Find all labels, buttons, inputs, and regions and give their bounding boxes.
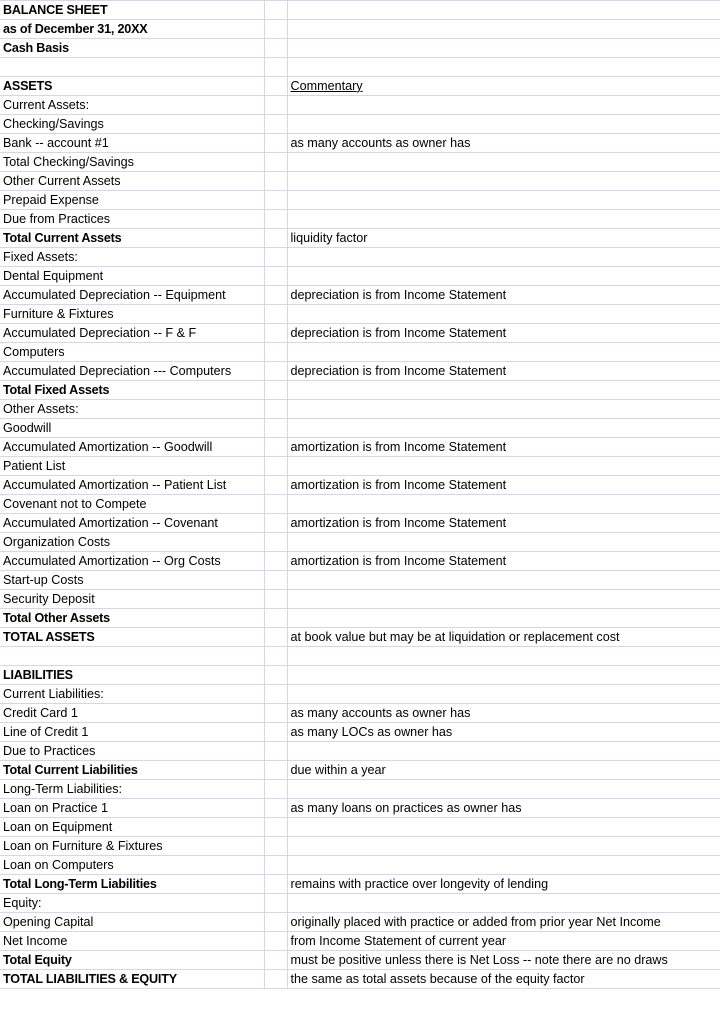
row-label-cell[interactable]: Patient List (0, 456, 264, 475)
sheet-row (0, 760, 720, 779)
commentary-cell[interactable] (287, 114, 720, 133)
sheet-row (0, 190, 720, 209)
spacer-cell[interactable] (264, 171, 287, 190)
spacer-cell[interactable] (264, 475, 287, 494)
sheet-row (0, 950, 720, 969)
sheet-row (0, 627, 720, 646)
spacer-cell[interactable] (264, 931, 287, 950)
row-label-cell[interactable]: Current Liabilities: (0, 684, 264, 703)
row-label-cell[interactable]: Accumulated Depreciation -- Equipment (0, 285, 264, 304)
sheet-row (0, 437, 720, 456)
row-label-cell[interactable]: Computers (0, 342, 264, 361)
commentary-cell[interactable] (287, 342, 720, 361)
spacer-cell[interactable] (264, 874, 287, 893)
commentary-cell[interactable] (287, 703, 720, 722)
sheet-row (0, 513, 720, 532)
sheet-row (0, 171, 720, 190)
sheet-row (0, 95, 720, 114)
spacer-cell[interactable] (264, 741, 287, 760)
spacer-cell[interactable] (264, 437, 287, 456)
commentary-cell[interactable] (287, 209, 720, 228)
commentary-cell[interactable] (287, 475, 720, 494)
sheet-grid-body (0, 1, 720, 989)
sheet-row (0, 779, 720, 798)
row-label-cell[interactable]: Accumulated Depreciation --- Computers (0, 361, 264, 380)
sheet-row (0, 399, 720, 418)
spacer-cell[interactable] (264, 665, 287, 684)
sheet-row (0, 380, 720, 399)
commentary-text: as many loans on practices as owner has (290, 800, 522, 815)
commentary-cell[interactable] (287, 456, 720, 475)
spacer-cell[interactable] (264, 152, 287, 171)
commentary-cell[interactable] (287, 969, 720, 988)
commentary-cell[interactable] (287, 836, 720, 855)
row-label-cell[interactable]: Total Current Liabilities (0, 760, 264, 779)
sheet-row (0, 209, 720, 228)
sheet-row (0, 703, 720, 722)
commentary-text: the same as total assets because of the equity factor (290, 971, 585, 986)
row-label-cell[interactable]: Checking/Savings (0, 114, 264, 133)
row-label-cell[interactable]: Loan on Equipment (0, 817, 264, 836)
spacer-cell[interactable] (264, 323, 287, 342)
commentary-text: depreciation is from Income Statement (290, 363, 507, 378)
sheet-row (0, 1, 720, 20)
commentary-cell[interactable] (287, 1, 720, 20)
row-label-cell[interactable]: Furniture & Fixtures (0, 304, 264, 323)
commentary-cell[interactable] (287, 589, 720, 608)
spacer-cell[interactable] (264, 627, 287, 646)
sheet-row (0, 532, 720, 551)
commentary-cell[interactable] (287, 931, 720, 950)
spacer-cell[interactable] (264, 722, 287, 741)
commentary-text: amortization is from Income Statement (290, 553, 507, 568)
row-label-cell[interactable]: Accumulated Amortization -- Covenant (0, 513, 264, 532)
spacer-cell[interactable] (264, 684, 287, 703)
spacer-cell[interactable] (264, 95, 287, 114)
spacer-cell[interactable] (264, 817, 287, 836)
row-label-cell[interactable]: Dental Equipment (0, 266, 264, 285)
commentary-cell[interactable] (287, 304, 720, 323)
sheet-row (0, 418, 720, 437)
commentary-cell[interactable] (287, 779, 720, 798)
commentary-text: amortization is from Income Statement (290, 515, 507, 530)
commentary-cell[interactable] (287, 513, 720, 532)
commentary-cell[interactable] (287, 95, 720, 114)
commentary-cell[interactable] (287, 171, 720, 190)
sheet-row (0, 722, 720, 741)
commentary-text: as many accounts as owner has (290, 135, 471, 150)
sheet-row (0, 969, 720, 988)
sheet-row (0, 304, 720, 323)
sheet-row (0, 20, 720, 39)
sheet-row (0, 741, 720, 760)
sheet-row (0, 855, 720, 874)
row-label-cell[interactable]: Opening Capital (0, 912, 264, 931)
row-label-cell[interactable]: Equity: (0, 893, 264, 912)
commentary-text: from Income Statement of current year (290, 933, 507, 948)
row-label-cell[interactable]: Total Checking/Savings (0, 152, 264, 171)
spacer-cell[interactable] (264, 760, 287, 779)
spacer-cell[interactable] (264, 304, 287, 323)
commentary-cell[interactable] (287, 285, 720, 304)
row-label-cell[interactable]: Long-Term Liabilities: (0, 779, 264, 798)
row-label-cell[interactable]: Covenant not to Compete (0, 494, 264, 513)
row-label-cell[interactable]: Goodwill (0, 418, 264, 437)
commentary-cell[interactable] (287, 323, 720, 342)
commentary-text: as many LOCs as owner has (290, 724, 453, 739)
row-label-cell[interactable]: Accumulated Amortization -- Patient List (0, 475, 264, 494)
row-label-cell[interactable]: Due to Practices (0, 741, 264, 760)
row-label-cell[interactable]: Other Current Assets (0, 171, 264, 190)
spacer-cell[interactable] (264, 399, 287, 418)
row-label-cell[interactable]: TOTAL ASSETS (0, 627, 264, 646)
spacer-cell[interactable] (264, 570, 287, 589)
spacer-cell[interactable] (264, 608, 287, 627)
commentary-cell[interactable] (287, 20, 720, 39)
commentary-cell[interactable] (287, 665, 720, 684)
row-label-cell[interactable]: Total Current Assets (0, 228, 264, 247)
row-label-cell[interactable]: Current Assets: (0, 95, 264, 114)
sheet-row (0, 475, 720, 494)
commentary-cell[interactable] (287, 912, 720, 931)
commentary-cell[interactable] (287, 247, 720, 266)
sheet-row (0, 361, 720, 380)
row-label-cell[interactable] (0, 58, 264, 77)
sheet-row (0, 456, 720, 475)
sheet-row (0, 931, 720, 950)
spacer-cell[interactable] (264, 969, 287, 988)
spacer-cell[interactable] (264, 58, 287, 77)
commentary-text: must be positive unless there is Net Loss -- note there are no draws (290, 952, 668, 967)
spacer-cell[interactable] (264, 950, 287, 969)
sheet-row (0, 228, 720, 247)
sheet-row (0, 342, 720, 361)
sheet-row (0, 608, 720, 627)
sheet-row (0, 912, 720, 931)
row-label-cell[interactable]: Organization Costs (0, 532, 264, 551)
row-label-cell[interactable]: Prepaid Expense (0, 190, 264, 209)
row-label-cell[interactable]: Total Long-Term Liabilities (0, 874, 264, 893)
sheet-row (0, 247, 720, 266)
sheet-row (0, 114, 720, 133)
spacer-cell[interactable] (264, 114, 287, 133)
row-label-cell[interactable]: Loan on Furniture & Fixtures (0, 836, 264, 855)
commentary-text: liquidity factor (290, 230, 368, 245)
spacer-cell[interactable] (264, 133, 287, 152)
sheet-row (0, 589, 720, 608)
spacer-cell[interactable] (264, 893, 287, 912)
spacer-cell[interactable] (264, 779, 287, 798)
commentary-text: at book value but may be at liquidation or replacement cost (290, 629, 620, 644)
commentary-cell[interactable] (287, 817, 720, 836)
commentary-cell[interactable] (287, 152, 720, 171)
row-label-cell[interactable]: Accumulated Amortization -- Org Costs (0, 551, 264, 570)
sheet-row (0, 817, 720, 836)
row-label-cell[interactable]: Accumulated Depreciation -- F & F (0, 323, 264, 342)
row-label-cell[interactable]: Total Equity (0, 950, 264, 969)
spacer-cell[interactable] (264, 836, 287, 855)
sheet-row (0, 285, 720, 304)
commentary-cell[interactable] (287, 874, 720, 893)
commentary-text: depreciation is from Income Statement (290, 325, 507, 340)
spacer-cell[interactable] (264, 361, 287, 380)
spacer-cell[interactable] (264, 418, 287, 437)
commentary-cell[interactable] (287, 684, 720, 703)
spacer-cell[interactable] (264, 1, 287, 20)
row-label-cell[interactable] (0, 646, 264, 665)
commentary-text: Commentary (290, 78, 363, 93)
sheet-row (0, 494, 720, 513)
commentary-cell[interactable] (287, 760, 720, 779)
commentary-text: originally placed with practice or added from prior year Net Income (290, 914, 661, 929)
sheet-row (0, 551, 720, 570)
commentary-cell[interactable] (287, 190, 720, 209)
sheet-row (0, 39, 720, 58)
row-label-cell[interactable]: BALANCE SHEET (0, 1, 264, 20)
sheet-row (0, 893, 720, 912)
commentary-text: due within a year (290, 762, 386, 777)
row-label-cell[interactable]: Line of Credit 1 (0, 722, 264, 741)
spacer-cell[interactable] (264, 703, 287, 722)
row-label-cell[interactable]: Start-up Costs (0, 570, 264, 589)
commentary-text: amortization is from Income Statement (290, 439, 507, 454)
spacer-cell[interactable] (264, 513, 287, 532)
commentary-text: remains with practice over longevity of lending (290, 876, 549, 891)
sheet-row (0, 665, 720, 684)
row-label-cell[interactable]: Net Income (0, 931, 264, 950)
row-label-cell[interactable]: Security Deposit (0, 589, 264, 608)
commentary-cell[interactable] (287, 228, 720, 247)
sheet-row (0, 76, 720, 95)
sheet-row (0, 323, 720, 342)
commentary-cell[interactable] (287, 646, 720, 665)
row-label-cell[interactable]: Loan on Practice 1 (0, 798, 264, 817)
row-label-cell[interactable]: LIABILITIES (0, 665, 264, 684)
sheet-row (0, 836, 720, 855)
spacer-cell[interactable] (264, 342, 287, 361)
sheet-row (0, 152, 720, 171)
spacer-cell[interactable] (264, 209, 287, 228)
sheet-row (0, 266, 720, 285)
row-label-cell[interactable]: Bank -- account #1 (0, 133, 264, 152)
commentary-cell[interactable] (287, 608, 720, 627)
commentary-cell[interactable] (287, 437, 720, 456)
row-label-cell[interactable]: Total Other Assets (0, 608, 264, 627)
row-label-cell[interactable]: Credit Card 1 (0, 703, 264, 722)
commentary-cell[interactable] (287, 76, 720, 95)
spacer-cell[interactable] (264, 285, 287, 304)
commentary-cell[interactable] (287, 855, 720, 874)
row-label-cell[interactable]: Fixed Assets: (0, 247, 264, 266)
sheet-row (0, 570, 720, 589)
commentary-cell[interactable] (287, 722, 720, 741)
row-label-cell[interactable]: as of December 31, 20XX (0, 20, 264, 39)
row-label-cell[interactable]: Cash Basis (0, 39, 264, 58)
spacer-cell[interactable] (264, 456, 287, 475)
spacer-cell[interactable] (264, 190, 287, 209)
row-label-cell[interactable]: Loan on Computers (0, 855, 264, 874)
row-label-cell[interactable]: Accumulated Amortization -- Goodwill (0, 437, 264, 456)
spacer-cell[interactable] (264, 76, 287, 95)
commentary-cell[interactable] (287, 380, 720, 399)
row-label-cell[interactable]: TOTAL LIABILITIES & EQUITY (0, 969, 264, 988)
commentary-cell[interactable] (287, 741, 720, 760)
sheet-row (0, 133, 720, 152)
commentary-cell[interactable] (287, 950, 720, 969)
spacer-cell[interactable] (264, 912, 287, 931)
row-label-cell[interactable]: ASSETS (0, 76, 264, 95)
commentary-cell[interactable] (287, 58, 720, 77)
row-label-cell[interactable]: Due from Practices (0, 209, 264, 228)
sheet-row (0, 58, 720, 77)
sheet-row (0, 684, 720, 703)
spacer-cell[interactable] (264, 380, 287, 399)
commentary-cell[interactable] (287, 551, 720, 570)
commentary-cell[interactable] (287, 418, 720, 437)
spacer-cell[interactable] (264, 551, 287, 570)
commentary-text: as many accounts as owner has (290, 705, 471, 720)
spacer-cell[interactable] (264, 855, 287, 874)
spacer-cell[interactable] (264, 247, 287, 266)
commentary-cell[interactable] (287, 39, 720, 58)
commentary-cell[interactable] (287, 494, 720, 513)
commentary-cell[interactable] (287, 798, 720, 817)
commentary-cell[interactable] (287, 627, 720, 646)
commentary-text: amortization is from Income Statement (290, 477, 507, 492)
row-label-cell[interactable]: Other Assets: (0, 399, 264, 418)
spacer-cell[interactable] (264, 646, 287, 665)
commentary-text: depreciation is from Income Statement (290, 287, 507, 302)
spacer-cell[interactable] (264, 532, 287, 551)
spacer-cell[interactable] (264, 228, 287, 247)
commentary-cell[interactable] (287, 893, 720, 912)
spacer-cell[interactable] (264, 266, 287, 285)
commentary-cell[interactable] (287, 532, 720, 551)
spacer-cell[interactable] (264, 494, 287, 513)
sheet-row (0, 646, 720, 665)
spacer-cell[interactable] (264, 798, 287, 817)
spacer-cell[interactable] (264, 39, 287, 58)
commentary-cell[interactable] (287, 399, 720, 418)
sheet-row (0, 798, 720, 817)
spacer-cell[interactable] (264, 20, 287, 39)
row-label-cell[interactable]: Total Fixed Assets (0, 380, 264, 399)
commentary-cell[interactable] (287, 266, 720, 285)
commentary-cell[interactable] (287, 133, 720, 152)
commentary-cell[interactable] (287, 570, 720, 589)
sheet-row (0, 874, 720, 893)
spacer-cell[interactable] (264, 589, 287, 608)
commentary-cell[interactable] (287, 361, 720, 380)
